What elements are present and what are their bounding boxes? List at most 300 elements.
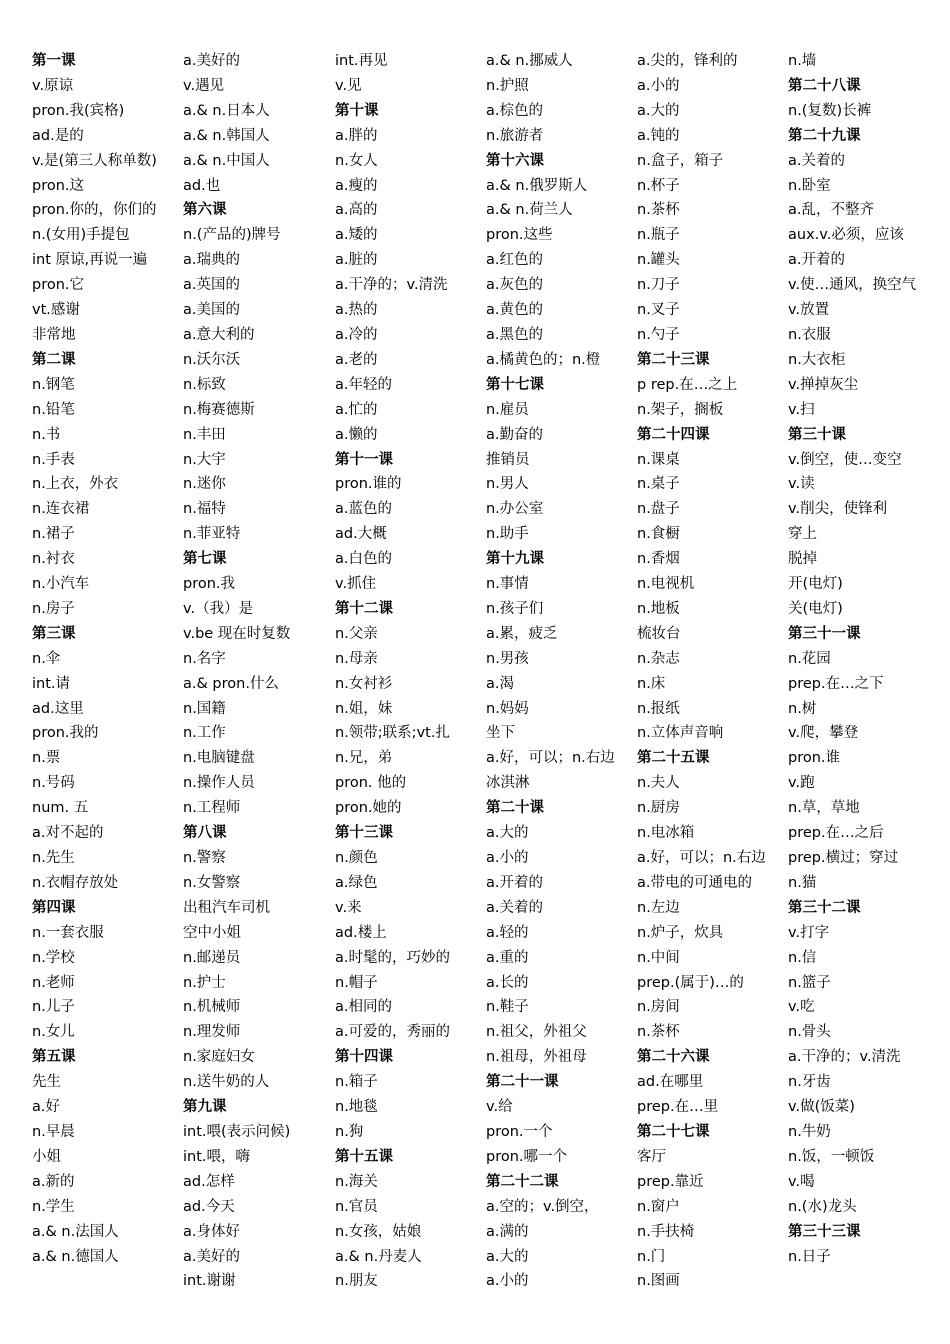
- lesson-heading: 第十三课: [335, 825, 393, 842]
- vocab-entry: int 原谅,再说一遍: [32, 252, 148, 269]
- vocab-entry: n.国籍: [183, 700, 226, 717]
- vocab-entry: n.标致: [183, 376, 226, 393]
- vocab-entry: 关(电灯): [788, 600, 843, 617]
- vocab-entry: n.丰田: [183, 426, 226, 443]
- vocab-entry: n.盘子: [637, 501, 680, 518]
- vocab-entry: aux.v.必须，应该: [788, 227, 904, 244]
- vocab-entry: pron.我的: [32, 725, 99, 742]
- vocab-entry: n.茶杯: [637, 202, 680, 219]
- vocab-entry: n.卧室: [788, 177, 831, 194]
- vocab-entry: a.& n.中国人: [183, 152, 270, 169]
- vocab-entry: a.开着的: [788, 252, 845, 269]
- lesson-heading: 第二十五课: [637, 750, 710, 767]
- vocab-entry: a.& n.挪威人: [486, 53, 573, 69]
- vocab-entry: n.母亲: [335, 650, 378, 667]
- vocab-entry: ad.在哪里: [637, 1074, 704, 1091]
- vocab-entry: a.黄色的: [486, 302, 543, 319]
- vocab-entry: pron.我(宾格): [32, 102, 125, 119]
- vocab-entry: n.房子: [32, 600, 75, 617]
- vocab-entry: int.谢谢: [183, 1273, 236, 1290]
- vocab-entry: 开(电灯): [788, 576, 843, 593]
- vocab-entry: n.名字: [183, 650, 226, 667]
- vocab-entry: v.扫: [788, 401, 815, 418]
- vocab-entry: n.旅游者: [486, 127, 544, 144]
- vocab-entry: 坐下: [486, 725, 515, 742]
- vocab-entry: a.带电的可通电的: [637, 874, 752, 891]
- vocab-entry: a.& n.德国人: [32, 1248, 119, 1265]
- vocab-entry: n.男孩: [486, 650, 529, 667]
- lesson-heading: 第二十三课: [637, 351, 710, 368]
- vocab-entry: 脱掉: [788, 551, 817, 568]
- vocab-entry: n.刀子: [637, 277, 680, 294]
- lesson-heading: 第二十课: [486, 800, 544, 817]
- vocab-entry: a.空的；v.倒空，: [486, 1198, 599, 1215]
- lesson-heading: 第十课: [335, 102, 379, 119]
- vocab-entry: n.祖父，外祖父: [486, 1024, 587, 1041]
- vocab-entry: n.工程师: [183, 800, 241, 817]
- vocab-entry: n.狗: [335, 1123, 364, 1140]
- vocab-entry: n.报纸: [637, 700, 680, 717]
- vocab-entry: n.女孩，姑娘: [335, 1223, 422, 1240]
- vocab-entry: pron.你的，你们的: [32, 202, 157, 219]
- vocab-entry: prep.横过；穿过: [788, 850, 899, 866]
- vocab-entry: n.连衣裙: [32, 501, 90, 518]
- vocab-entry: n.福特: [183, 501, 226, 518]
- vocab-entry: n.食橱: [637, 526, 680, 543]
- vocab-entry: n.迷你: [183, 476, 226, 493]
- vocab-entry: a.瘦的: [335, 177, 378, 194]
- vocab-entry: n.鞋子: [486, 999, 529, 1016]
- vocab-entry: a.重的: [486, 949, 529, 966]
- vocab-entry: pron. 他的: [335, 775, 407, 792]
- vocab-entry: 小姐: [32, 1148, 61, 1165]
- vocab-entry: vt.感谢: [32, 302, 80, 319]
- vocab-entry: n.(复数)长裤: [788, 102, 872, 119]
- vocab-entry: n.早晨: [32, 1123, 75, 1140]
- lesson-heading: 第三课: [32, 625, 76, 642]
- vocab-entry: a.& n.法国人: [32, 1223, 119, 1240]
- vocab-entry: n.海关: [335, 1173, 378, 1190]
- vocab-entry: n.中间: [637, 949, 680, 966]
- vocab-entry: a.热的: [335, 302, 378, 319]
- vocab-entry: n.姐，妹: [335, 700, 393, 717]
- lesson-heading: 第四课: [32, 899, 76, 916]
- vocab-entry: v.爬，攀登: [788, 725, 859, 742]
- vocab-entry: n.事情: [486, 576, 529, 593]
- vocab-entry: n.一套衣服: [32, 924, 104, 941]
- vocab-entry: a.累，疲乏: [486, 625, 558, 642]
- vocab-entry: a.时髦的，巧妙的: [335, 949, 450, 966]
- vocab-entry: prep.在…之后: [788, 825, 884, 842]
- lesson-heading: 第五课: [32, 1049, 76, 1066]
- vocab-entry: n.地毯: [335, 1099, 378, 1116]
- vocab-entry: 梳妆台: [637, 625, 681, 642]
- vocab-entry: n.机械师: [183, 999, 241, 1016]
- vocab-entry: n.草，草地: [788, 800, 860, 817]
- vocab-entry: pron.这: [32, 177, 85, 194]
- vocab-entry: a.可爱的，秀丽的: [335, 1024, 450, 1041]
- vocab-entry: n.号码: [32, 775, 75, 792]
- vocab-column-4: [486, 49, 634, 1294]
- vocab-column-6: [788, 49, 932, 1269]
- vocab-entry: n.书: [32, 426, 61, 443]
- vocab-entry: n.领带;联系;vt.扎: [335, 725, 450, 742]
- vocab-entry: a.身体好: [183, 1223, 240, 1240]
- vocab-entry: n.兄，弟: [335, 750, 393, 767]
- vocab-entry: n.学生: [32, 1198, 75, 1215]
- vocab-entry: n.猫: [788, 874, 817, 891]
- vocab-entry: n.男人: [486, 476, 529, 493]
- lesson-heading: 第九课: [183, 1099, 227, 1116]
- vocab-entry: a.关着的: [486, 899, 543, 916]
- vocab-entry: n.钢笔: [32, 376, 75, 393]
- vocab-entry: a.黑色的: [486, 326, 543, 343]
- vocab-entry: prep.(属于)…的: [637, 974, 744, 991]
- vocab-entry: n.窗户: [637, 1198, 680, 1215]
- vocab-entry: a.相同的: [335, 999, 392, 1016]
- vocab-entry: a.对不起的: [32, 825, 104, 842]
- vocab-entry: n.篮子: [788, 974, 831, 991]
- lesson-heading: 第二十四课: [637, 426, 710, 443]
- vocab-entry: a.高的: [335, 202, 378, 219]
- vocab-entry: a.新的: [32, 1173, 75, 1190]
- vocab-entry: a.冷的: [335, 326, 378, 343]
- vocabulary-page: [32, 49, 932, 1309]
- vocab-entry: n.送牛奶的人: [183, 1074, 270, 1091]
- lesson-heading: 第七课: [183, 551, 227, 568]
- vocab-entry: n.门: [637, 1248, 666, 1265]
- vocab-entry: n.杯子: [637, 177, 680, 194]
- vocab-entry: 客厅: [637, 1148, 666, 1165]
- vocab-entry: n.邮递员: [183, 949, 241, 966]
- vocab-entry: v.打字: [788, 924, 830, 941]
- lesson-heading: 第三十课: [788, 426, 846, 443]
- vocab-entry: int.请: [32, 675, 71, 692]
- vocab-entry: n.大宇: [183, 451, 226, 468]
- vocab-entry: ad.大概: [335, 526, 387, 543]
- vocab-entry: v.放置: [788, 302, 830, 319]
- vocab-entry: p rep.在…之上: [637, 376, 738, 393]
- vocab-entry: n.箱子: [335, 1074, 378, 1091]
- vocab-entry: v.削尖，使锋利: [788, 501, 888, 518]
- vocab-entry: v.倒空，使…变空: [788, 451, 902, 468]
- vocab-entry: n.(产品的)牌号: [183, 227, 281, 244]
- vocab-entry: n.杂志: [637, 650, 680, 667]
- vocab-entry: a.大的: [637, 102, 680, 119]
- vocab-entry: v.使…通风，换空气: [788, 277, 917, 294]
- vocab-entry: n.护士: [183, 974, 226, 991]
- vocab-entry: n.电视机: [637, 576, 695, 593]
- vocab-entry: n.女衬衫: [335, 675, 393, 692]
- vocab-entry: a.乱，不整齐: [788, 202, 874, 219]
- vocab-entry: int.喂，嗨: [183, 1148, 251, 1165]
- vocab-entry: n.(水)龙头: [788, 1198, 857, 1215]
- vocab-entry: pron.她的: [335, 800, 402, 817]
- vocab-entry: v.遇见: [183, 77, 225, 94]
- vocab-entry: a.& n.俄罗斯人: [486, 177, 588, 194]
- vocab-entry: n.衣服: [788, 326, 831, 343]
- vocab-entry: a.意大利的: [183, 326, 255, 343]
- vocab-entry: int.再见: [335, 53, 388, 69]
- vocab-entry: n.饭，一顿饭: [788, 1148, 875, 1165]
- vocab-entry: n.操作人员: [183, 775, 255, 792]
- vocab-entry: n.工作: [183, 725, 226, 742]
- vocab-entry: n.票: [32, 750, 61, 767]
- vocab-entry: n.叉子: [637, 302, 680, 319]
- vocab-entry: a.& n.荷兰人: [486, 202, 573, 219]
- vocab-entry: a.老的: [335, 351, 378, 368]
- vocab-entry: a.小的: [486, 850, 529, 866]
- lesson-heading: 第二十一课: [486, 1074, 559, 1091]
- vocab-entry: n.架子，搁板: [637, 401, 724, 418]
- vocab-entry: pron.谁的: [335, 476, 402, 493]
- vocab-entry: n.小汽车: [32, 576, 90, 593]
- vocab-entry: num. 五: [32, 800, 89, 817]
- vocab-entry: 穿上: [788, 526, 817, 543]
- lesson-heading: 第二十二课: [486, 1173, 559, 1190]
- vocab-entry: a.胖的: [335, 127, 378, 144]
- vocab-entry: n.女儿: [32, 1024, 75, 1041]
- vocab-entry: n.菲亚特: [183, 526, 241, 543]
- vocab-entry: a.开着的: [486, 874, 543, 891]
- vocab-entry: a.大的: [486, 825, 529, 842]
- vocab-entry: n.日子: [788, 1248, 831, 1265]
- vocab-entry: n.桌子: [637, 476, 680, 493]
- vocab-entry: n.警察: [183, 850, 226, 866]
- vocab-entry: a.满的: [486, 1223, 529, 1240]
- vocab-entry: a.长的: [486, 974, 529, 991]
- vocab-column-1: [32, 49, 180, 1269]
- vocab-entry: 空中小姐: [183, 924, 241, 941]
- vocab-entry: n.颜色: [335, 850, 378, 866]
- vocab-entry: n.电冰箱: [637, 825, 695, 842]
- vocab-entry: n.衬衣: [32, 551, 75, 568]
- vocab-entry: n.炉子，炊具: [637, 924, 724, 941]
- vocab-entry: a.美国的: [183, 302, 240, 319]
- vocab-entry: n.老师: [32, 974, 75, 991]
- vocab-entry: pron.哪一个: [486, 1148, 568, 1165]
- vocab-entry: n.家庭妇女: [183, 1049, 255, 1066]
- vocab-entry: n.盒子，箱子: [637, 152, 724, 169]
- vocab-entry: n.儿子: [32, 999, 75, 1016]
- vocab-entry: a.勤奋的: [486, 426, 543, 443]
- vocab-entry: a.& pron.什么: [183, 675, 279, 692]
- vocab-entry: n.罐头: [637, 252, 680, 269]
- vocab-entry: pron.它: [32, 277, 85, 294]
- lesson-heading: 第二十九课: [788, 127, 861, 144]
- vocab-entry: a.灰色的: [486, 277, 543, 294]
- vocab-entry: v.喝: [788, 1173, 815, 1190]
- vocab-entry: ad.这里: [32, 700, 84, 717]
- lesson-heading: 第二十七课: [637, 1123, 710, 1140]
- vocab-entry: n.祖母，外祖母: [486, 1049, 587, 1066]
- lesson-heading: 第十四课: [335, 1049, 393, 1066]
- vocab-entry: a.小的: [637, 77, 680, 94]
- vocab-entry: a.绿色: [335, 874, 378, 891]
- vocab-entry: n.裙子: [32, 526, 75, 543]
- vocab-entry: a.忙的: [335, 401, 378, 418]
- lesson-heading: 第一课: [32, 53, 76, 69]
- vocab-entry: a.好: [32, 1099, 60, 1116]
- vocab-entry: v.吃: [788, 999, 815, 1016]
- vocab-entry: a.关着的: [788, 152, 845, 169]
- vocab-entry: a.脏的: [335, 252, 378, 269]
- vocab-entry: v.原谅: [32, 77, 74, 94]
- vocab-entry: n.沃尔沃: [183, 351, 241, 368]
- vocab-entry: v.见: [335, 77, 362, 94]
- lesson-heading: 第十二课: [335, 600, 393, 617]
- vocab-column-2: [183, 49, 331, 1294]
- vocab-entry: prep.在…里: [637, 1099, 719, 1116]
- vocab-entry: a.渴: [486, 675, 514, 692]
- lesson-heading: 第十六课: [486, 152, 544, 169]
- vocab-entry: n.护照: [486, 77, 529, 94]
- vocab-entry: n.雇员: [486, 401, 529, 418]
- vocab-entry: n.夫人: [637, 775, 680, 792]
- lesson-heading: 第二十六课: [637, 1049, 710, 1066]
- vocab-entry: a.白色的: [335, 551, 392, 568]
- vocab-entry: n.房间: [637, 999, 680, 1016]
- vocab-entry: a.干净的；v.清洗: [788, 1049, 901, 1066]
- lesson-heading: 第十一课: [335, 451, 393, 468]
- lesson-heading: 第三十三课: [788, 1223, 861, 1240]
- vocab-entry: ad.怎样: [183, 1173, 235, 1190]
- vocab-entry: a.美好的: [183, 1248, 240, 1265]
- vocab-entry: a.好，可以；n.右边: [486, 750, 615, 767]
- vocab-entry: a.尖的，锋利的: [637, 53, 738, 69]
- vocab-column-5: [637, 49, 785, 1294]
- vocab-entry: n.大衣柜: [788, 351, 846, 368]
- vocab-entry: a.英国的: [183, 277, 240, 294]
- vocab-entry: v.跑: [788, 775, 815, 792]
- vocab-entry: n.助手: [486, 526, 529, 543]
- vocab-entry: n.茶杯: [637, 1024, 680, 1041]
- vocab-entry: n.伞: [32, 650, 61, 667]
- vocab-entry: a.钝的: [637, 127, 680, 144]
- vocab-entry: a.& n.日本人: [183, 102, 270, 119]
- vocab-entry: n.办公室: [486, 501, 544, 518]
- vocab-entry: n.信: [788, 949, 817, 966]
- vocab-entry: pron.谁: [788, 750, 841, 767]
- vocab-entry: n.香烟: [637, 551, 680, 568]
- vocab-entry: n.铅笔: [32, 401, 75, 418]
- vocab-entry: prep.在…之下: [788, 675, 884, 692]
- vocab-entry: a.懒的: [335, 426, 378, 443]
- vocab-entry: a.矮的: [335, 227, 378, 244]
- vocab-entry: a.蓝色的: [335, 501, 392, 518]
- vocab-entry: n.瓶子: [637, 227, 680, 244]
- vocab-entry: v.来: [335, 899, 362, 916]
- vocab-entry: v.be 现在时复数: [183, 625, 291, 642]
- vocab-entry: n.孩子们: [486, 600, 544, 617]
- vocab-entry: a.年轻的: [335, 376, 392, 393]
- lesson-heading: 第十五课: [335, 1148, 393, 1165]
- vocab-entry: n.理发师: [183, 1024, 241, 1041]
- vocab-entry: n.左边: [637, 899, 680, 916]
- vocab-entry: a.小的: [486, 1273, 529, 1290]
- vocab-entry: ad.也: [183, 177, 221, 194]
- vocab-entry: n.墙: [788, 53, 817, 69]
- vocab-entry: v.抓住: [335, 576, 377, 593]
- vocab-entry: ad.楼上: [335, 924, 387, 941]
- lesson-heading: 第八课: [183, 825, 227, 842]
- vocab-entry: a.& n.韩国人: [183, 127, 270, 144]
- lesson-heading: 第三十一课: [788, 625, 861, 642]
- vocab-entry: n.(女用)手提包: [32, 227, 130, 244]
- vocab-entry: n.学校: [32, 949, 75, 966]
- vocab-entry: v.是(第三人称单数): [32, 152, 157, 169]
- lesson-heading: 第十七课: [486, 376, 544, 393]
- lesson-heading: 第十九课: [486, 551, 544, 568]
- vocab-entry: a.红色的: [486, 252, 543, 269]
- vocab-entry: n.立体声音响: [637, 725, 724, 742]
- vocab-entry: pron.我: [183, 576, 236, 593]
- vocab-entry: n.妈妈: [486, 700, 529, 717]
- vocab-entry: 推销员: [486, 451, 530, 468]
- vocab-entry: a.好，可以；n.右边: [637, 850, 766, 866]
- vocab-entry: v.掸掉灰尘: [788, 376, 859, 393]
- vocab-entry: n.花园: [788, 650, 831, 667]
- vocab-entry: n.勺子: [637, 326, 680, 343]
- vocab-entry: a.瑞典的: [183, 252, 240, 269]
- vocab-entry: 非常地: [32, 326, 76, 343]
- vocab-entry: ad.是的: [32, 127, 84, 144]
- vocab-entry: ad.今天: [183, 1198, 235, 1215]
- vocab-column-3: [335, 49, 483, 1294]
- vocab-entry: 冰淇淋: [486, 775, 530, 792]
- lesson-heading: 第三十二课: [788, 899, 861, 916]
- vocab-entry: a.& n.丹麦人: [335, 1248, 422, 1265]
- vocab-entry: int.喂(表示问候): [183, 1123, 291, 1140]
- lesson-heading: 第六课: [183, 202, 227, 219]
- vocab-entry: n.手扶椅: [637, 1223, 695, 1240]
- vocab-entry: n.女人: [335, 152, 378, 169]
- vocab-entry: n.梅赛德斯: [183, 401, 255, 418]
- lesson-heading: 第二课: [32, 351, 76, 368]
- vocab-entry: n.女警察: [183, 874, 241, 891]
- vocab-entry: prep.靠近: [637, 1173, 704, 1190]
- vocab-entry: n.官员: [335, 1198, 378, 1215]
- vocab-entry: n.上衣，外衣: [32, 476, 119, 493]
- vocab-entry: n.朋友: [335, 1273, 378, 1290]
- vocab-entry: n.帽子: [335, 974, 378, 991]
- vocab-entry: n.课桌: [637, 451, 680, 468]
- vocab-entry: n.骨头: [788, 1024, 831, 1041]
- lesson-heading: 第二十八课: [788, 77, 861, 94]
- vocab-entry: n.地板: [637, 600, 680, 617]
- vocab-entry: 先生: [32, 1074, 61, 1091]
- vocab-entry: a.轻的: [486, 924, 529, 941]
- vocab-entry: n.牙齿: [788, 1074, 831, 1091]
- vocab-entry: pron.这些: [486, 227, 553, 244]
- vocab-entry: a.橘黄色的；n.橙: [486, 351, 601, 368]
- vocab-entry: a.棕色的: [486, 102, 543, 119]
- vocab-entry: a.美好的: [183, 53, 240, 69]
- vocab-entry: n.床: [637, 675, 666, 692]
- vocab-entry: v.（我）是: [183, 600, 254, 617]
- vocab-entry: n.牛奶: [788, 1123, 831, 1140]
- vocab-entry: n.衣帽存放处: [32, 874, 119, 891]
- vocab-entry: n.先生: [32, 850, 75, 866]
- vocab-entry: n.厨房: [637, 800, 680, 817]
- vocab-entry: a.大的: [486, 1248, 529, 1265]
- vocab-entry: v.做(饭菜): [788, 1099, 855, 1116]
- vocab-entry: n.电脑键盘: [183, 750, 255, 767]
- vocab-entry: v.给: [486, 1099, 513, 1116]
- vocab-entry: a.干净的；v.清洗: [335, 277, 448, 294]
- vocab-entry: v.读: [788, 476, 815, 493]
- vocab-entry: n.图画: [637, 1273, 680, 1290]
